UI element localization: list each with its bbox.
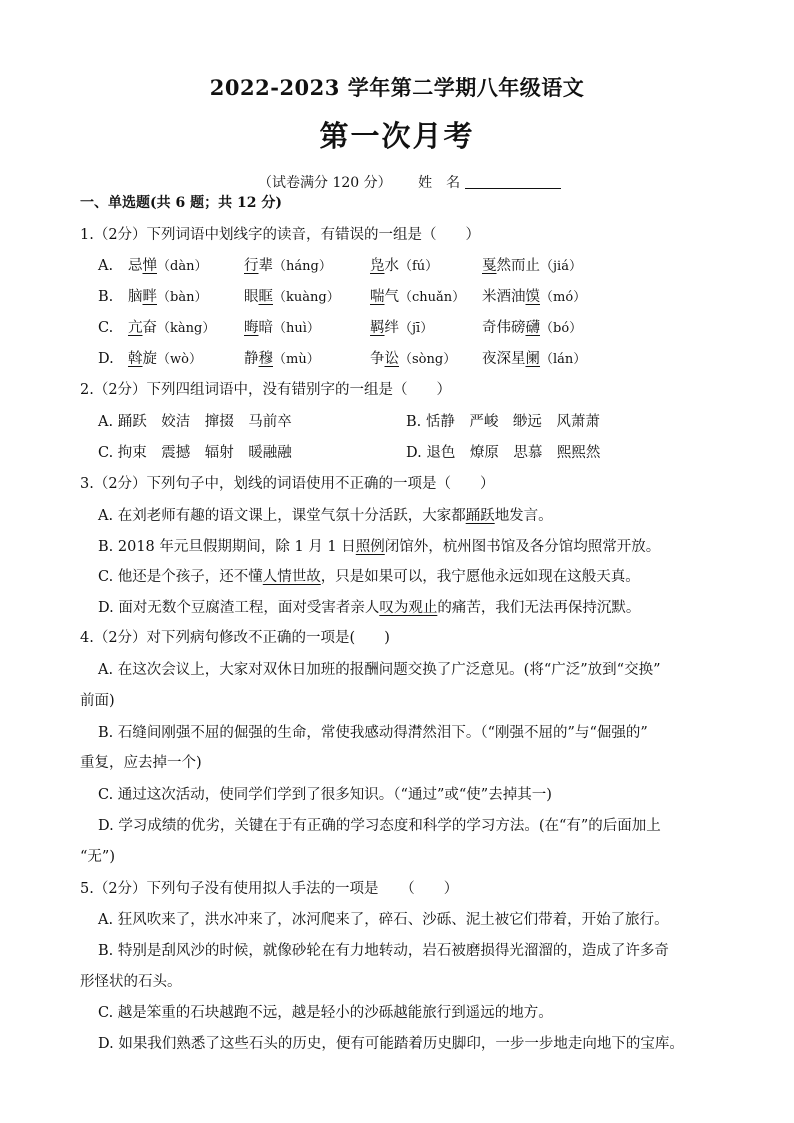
q3-a-text: A. 在刘老师有趣的语文课上，课堂气氛十分活跃，大家都 [98,508,466,524]
pinyin: （kuàng） [273,290,340,305]
underlined-char: 惮 [142,258,157,274]
underlined-char: 晦 [244,320,259,336]
q1-word-item [128,318,215,339]
q3-option-a [98,506,553,526]
underlined-char: 眶 [258,289,273,305]
underlined-char: 凫 [370,258,385,274]
q1-word-item [482,256,582,277]
word-text: 暗 [258,320,273,336]
underlined-char: 行 [244,258,259,274]
underlined-char: 礴 [525,320,540,336]
q3-d-text: D. 面对无数个豆腐渣工程，面对受害者亲人 [98,600,380,616]
word-text: 水 [384,258,399,274]
q5-option-b-cont: 形怪状的石头。 [80,974,182,990]
underlined-char: 羁 [370,320,385,336]
q5-option-b: B. 特别是刮风沙的时候，就像砂轮在有力地转动，岩石被磨损得光溜溜的，造成了许多奇 [98,943,669,959]
q5-option-c: C. 越是笨重的石块越跑不远，越是轻小的沙砾越能旅行到遥远的地方。 [98,1005,553,1021]
q3-a-text-end: 地发言。 [494,508,553,524]
underlined-char: 喘 [370,289,385,305]
q3-d-text-end: 的痛苦，我们无法再保持沉默。 [437,600,641,616]
q2-option-b: B. 恬静 严峻 缈远 风萧萧 [406,414,600,430]
word-text: 米酒油 [482,289,526,305]
word-text: 眼 [244,289,259,305]
q3-b-text: B. 2018 年元旦假期期间，除 1 月 1 日 [98,539,356,555]
q1-option-label: B. [98,289,114,305]
word-text: 旋 [142,351,157,367]
q1-word-item [128,287,207,308]
q4-option-b: B. 石缝间刚强不屈的倔强的生命，常使我感动得潸然泪下。（“刚强不屈的”与“倔强的” [98,725,648,741]
underlined-char: 戛 [482,258,497,274]
q1-word-item [244,287,340,308]
pinyin: （jī） [399,321,434,336]
q1-word-item [370,287,465,308]
q3-option-d [98,598,640,618]
word-text: 忌 [128,258,143,274]
q2-option-c: C. 拘束 震撼 辐射 暖融融 [98,445,292,461]
name-blank [465,174,561,189]
pinyin: （chuǎn） [399,290,466,305]
pinyin: （bó） [540,321,583,336]
q1-word-item [244,349,320,370]
q5-option-d: D. 如果我们熟悉了这些石头的历史，便有可能踏着历史脚印，一步一步地走向地下的宝库。 [98,1036,684,1052]
underlined-char: 穆 [258,351,273,367]
underlined-char: 讼 [384,351,399,367]
q1-option-label: C. [98,320,114,336]
q3-option-c [98,567,640,587]
q1-word-item [244,256,332,277]
word-text: 脑 [128,289,143,305]
q1-word-item [370,349,456,370]
word-text: 气 [384,289,399,305]
section-heading: 一、单选题(共 6 题；共 12 分) [80,195,282,211]
q1-word-item [370,318,433,339]
name-label: 姓 名 [418,175,461,191]
q1-word-item [128,256,207,277]
q3-c-underlined: 人情世故 [262,569,321,585]
word-text: 争 [370,351,385,367]
q1-word-item [128,349,202,370]
exam-subtitle: 第一次月考 [319,119,475,153]
q1-word-item [482,318,582,339]
word-text: 静 [244,351,259,367]
q3-c-text: C. 他还是个孩子，还不懂 [98,569,263,585]
word-text: 绊 [384,320,399,336]
q3-d-underlined: 叹为观止 [379,600,438,616]
pinyin: （lán） [540,352,587,367]
pinyin: （sòng） [399,352,457,367]
q1-word-item [482,287,586,308]
q4-option-d-cont: “无”) [80,849,115,865]
q4-option-d: D. 学习成绩的优劣，关键在于有正确的学习态度和科学的学习方法。(在“有”的后面加上 [98,818,661,834]
score-name-line [258,172,561,192]
word-text: 夜深星 [482,351,526,367]
word-text: 然而止 [496,258,540,274]
pinyin: （kàng） [157,321,216,336]
underlined-char: 亢 [128,320,143,336]
pinyin: （dàn） [157,259,208,274]
q2-option-a: A. 踊跃 姣洁 撺掇 马前卒 [98,414,292,430]
q3-c-text-end: ，只是如果可以，我宁愿他永远如现在这般天真。 [320,569,640,585]
pinyin: （bàn） [157,290,208,305]
underlined-char: 馍 [525,289,540,305]
q3-stem: 3.（2分）下列句子中，划线的词语使用不正确的一项是（ ） [80,476,495,492]
q4-option-b-cont: 重复，应去掉一个) [80,755,202,771]
underlined-char: 阑 [525,351,540,367]
word-text: 奇伟磅 [482,320,526,336]
q4-option-c: C. 通过这次活动，使同学们学到了很多知识。（“通过”或“使”去掉其一) [98,787,552,803]
q4-stem: 4.（2分）对下列病句修改不正确的一项是( ) [80,630,390,646]
q1-option-label: A. [98,258,114,274]
pinyin: （háng） [273,259,332,274]
q4-option-a: A. 在这次会议上，大家对双休日加班的报酬问题交换了广泛意见。(将“广泛”放到“交换” [98,662,661,678]
pinyin: （jiá） [540,259,582,274]
q1-word-item [482,349,586,370]
underlined-char: 畔 [142,289,157,305]
word-text: 辈 [258,258,273,274]
q2-option-d: D. 退色 燎原 思慕 熙熙然 [406,445,601,461]
q4-option-a-cont: 前面) [80,693,115,709]
q3-option-b [98,537,660,557]
exam-title: 2022-2023 学年第二学期八年级语文 [209,75,585,100]
q5-stem: 5.（2分）下列句子没有使用拟人手法的一项是 （ ） [80,881,459,897]
pinyin: （mó） [540,290,587,305]
q1-word-item [370,256,438,277]
q3-b-underlined: 照例 [355,539,385,555]
q5-option-a: A. 狂风吹来了，洪水冲来了，冰河爬来了，碎石、沙砾、泥土被它们带着，开始了旅行。 [98,912,669,928]
pinyin: （huì） [273,321,320,336]
pinyin: （mù） [273,352,320,367]
q2-stem: 2.（2分）下列四组词语中，没有错别字的一组是（ ） [80,382,452,398]
q3-b-text-end: 闭馆外，杭州图书馆及各分馆均照常开放。 [384,539,661,555]
q1-word-item [244,318,320,339]
q1-stem: 1.（2分）下列词语中划线字的读音，有错误的一组是（ ） [80,227,481,243]
pinyin: （wò） [157,352,202,367]
underlined-char: 斡 [128,351,143,367]
score-note: （试卷满分 120 分） [258,175,392,191]
word-text: 奋 [142,320,157,336]
q3-a-underlined: 踊跃 [465,508,495,524]
q1-option-label: D. [98,351,114,367]
pinyin: （fú） [399,259,439,274]
